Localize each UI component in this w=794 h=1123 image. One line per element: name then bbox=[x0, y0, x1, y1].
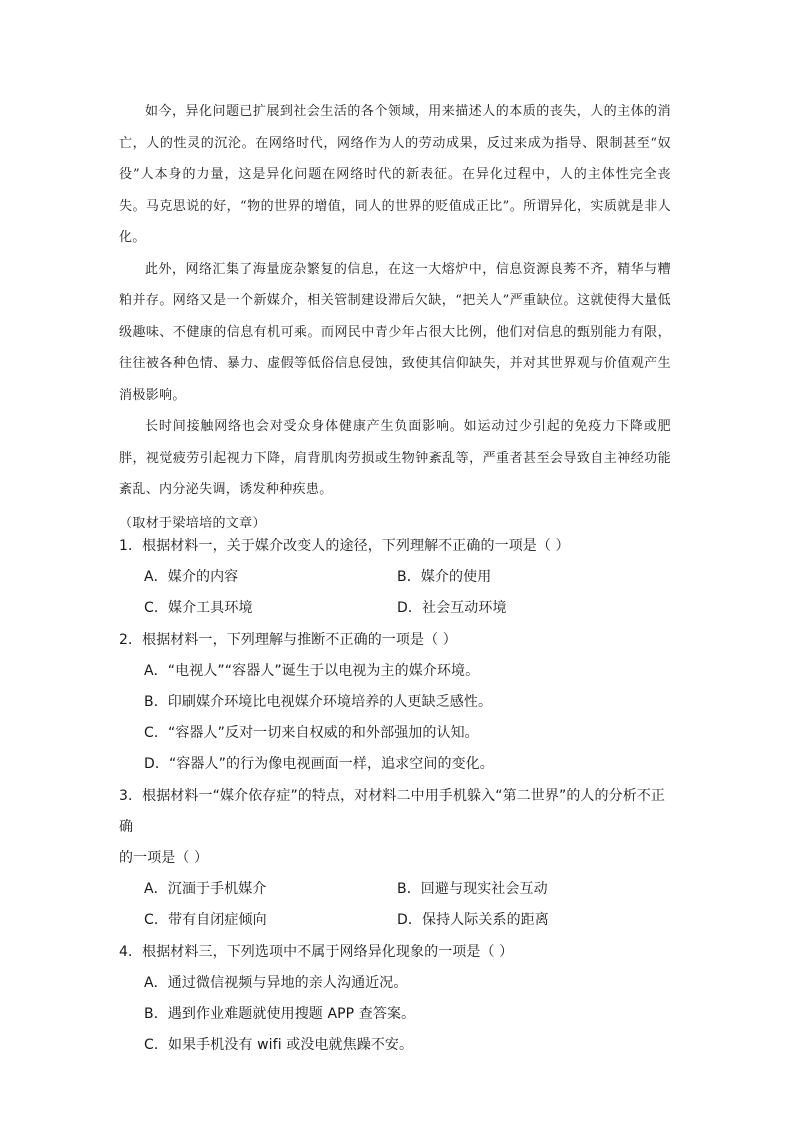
option-a: A．媒介的内容 bbox=[144, 569, 239, 586]
passage-source: （取材于梁培培的文章） bbox=[119, 515, 266, 531]
question-4 bbox=[119, 937, 679, 1062]
option-b: B．印刷媒介环境比电视媒介环境培养的人更缺乏感性。 bbox=[144, 694, 493, 711]
option-b: B．遇到作业难题就使用搜题 APP 查答案。 bbox=[144, 1006, 416, 1023]
question-stem: 4．根据材料三，下列选项中不属于网络异化现象的一项是（ ） bbox=[119, 943, 514, 960]
option-row bbox=[119, 874, 679, 905]
option-b: B．媒介的使用 bbox=[397, 569, 492, 586]
option-d: D．社会互动环境 bbox=[397, 600, 507, 617]
option-c: C．如果手机没有 wifi 或没电就焦躁不安。 bbox=[144, 1037, 414, 1054]
option-row bbox=[119, 593, 679, 624]
question-stem: 2．根据材料一，下列理解与推断不正确的一项是（ ） bbox=[119, 631, 457, 648]
option-d: D．保持人际关系的距离 bbox=[397, 912, 549, 929]
option-a: A．沉湎于手机媒介 bbox=[144, 881, 267, 898]
option-a: A．“电视人”“容器人”诞生于以电视为主的媒介环境。 bbox=[144, 662, 480, 679]
question-stem-continued: 的一项是（ ） bbox=[119, 850, 209, 867]
passage-paragraph: 此外，网络汇集了海量庞杂繁复的信息，在这一大熔炉中，信息资源良莠不齐，精华与糟粕并存。网络又是一个新媒介，相关管制建设滞后欠缺，“把关人”严重缺位。这就使得大量低级趣味、不健康的信息有机可乘。而网民中青少年占很大比例，他们对信息的甄别能力有限，往往被各种色情、暴力、虚假等低俗信息侵蚀，致使其信仰缺失，并对其世界观与价值观产生消极影响。 bbox=[119, 261, 671, 403]
option-d: D．“容器人”的行为像电视画面一样，追求空间的变化。 bbox=[144, 756, 494, 773]
question-stem: 3．根据材料一“媒介依存症”的特点，对材料二中用手机躲入“第二世界”的人的分析不正确 bbox=[119, 787, 666, 835]
question-list bbox=[119, 531, 679, 1061]
question-3 bbox=[119, 781, 679, 937]
passage-paragraph: 如今，异化问题已扩展到社会生活的各个领域，用来描述人的本质的丧失，人的主体的消亡，人的性灵的沉沦。在网络时代，网络作为人的劳动成果，反过来成为指导、限制甚至“奴役”人本身的力量，这是异化问题在网络时代的新表征。在异化过程中，人的主体性完全丧失。马克思说的好，“物的世界的增值，同人的世界的贬值成正比”。所谓异化，实质就是非人化。 bbox=[119, 104, 671, 245]
question-1 bbox=[119, 531, 679, 625]
reading-passage bbox=[119, 96, 671, 539]
option-c: C．“容器人”反对一切来自权威的和外部强加的认知。 bbox=[144, 725, 479, 742]
option-c: C．带有自闭症倾向 bbox=[144, 912, 267, 929]
option-c: C．媒介工具环境 bbox=[144, 600, 253, 617]
question-2 bbox=[119, 625, 679, 781]
option-b: B．回避与现实社会互动 bbox=[397, 881, 548, 898]
option-row bbox=[119, 562, 679, 593]
question-stem: 1．根据材料一，关于媒介改变人的途径，下列理解不正确的一项是（ ） bbox=[119, 538, 570, 554]
option-a: A．通过微信视频与异地的亲人沟通近况。 bbox=[144, 974, 408, 991]
passage-paragraph: 长时间接触网络也会对受众身体健康产生负面影响。如运动过少引起的免疫力下降或肥胖，视觉疲劳引起视力下降，肩背肌肉劳损或生物钟紊乱等，严重者甚至会导致自主神经功能紊乱、内分泌失调，诱发种种疾患。 bbox=[119, 419, 671, 497]
option-row bbox=[119, 905, 679, 936]
